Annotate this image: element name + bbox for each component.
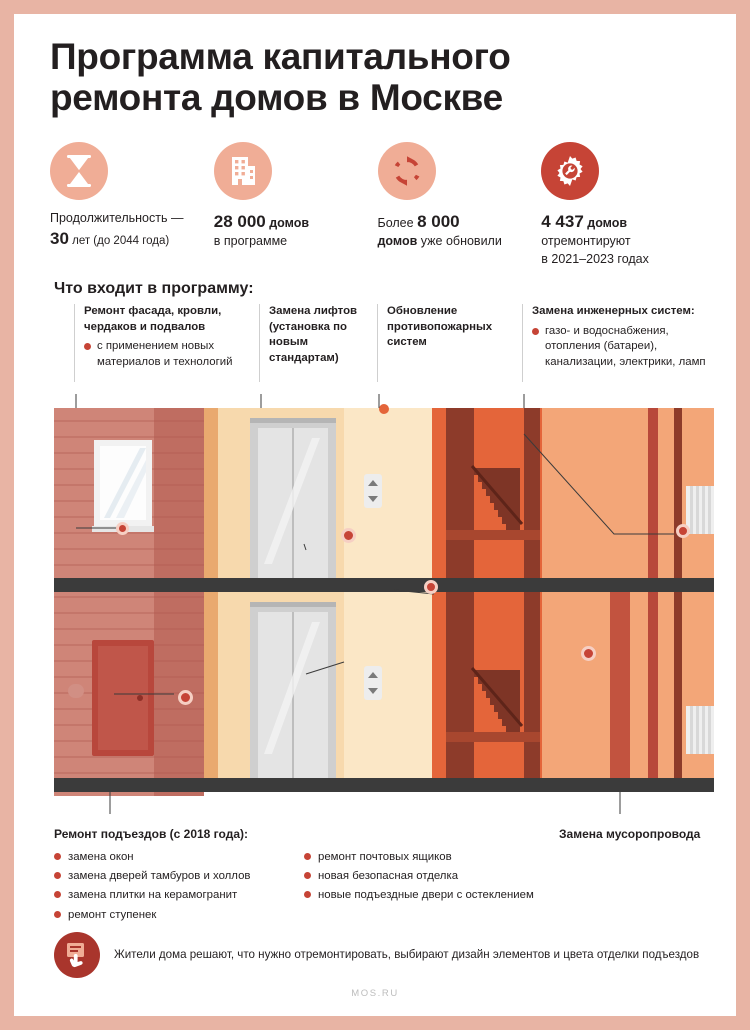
list-item: замена окон (54, 849, 304, 865)
legend-engineering-heading: Замена инженерных систем: (532, 305, 695, 317)
stat-planned-2021-2023 (541, 142, 705, 268)
legend-divider-4 (522, 304, 523, 382)
gear-wrench-icon-circle (541, 142, 599, 200)
legend-divider-1 (74, 304, 75, 382)
stat-renovated-value: 8 000 (417, 212, 460, 231)
stat-houses-in-program (214, 142, 378, 268)
hourglass-icon-circle (50, 142, 108, 200)
elevator-buttons-upper (364, 474, 382, 508)
gas-riser-lower (674, 592, 682, 778)
pointer-dot-elevator-upper (341, 528, 356, 543)
stat-planned-value: 4 437 (541, 212, 584, 231)
building-icon-circle (214, 142, 272, 200)
footnote (54, 932, 704, 978)
radiator-upper (686, 486, 714, 534)
list-item: ремонт почтовых ящиков (304, 849, 554, 865)
source-label: MOS.RU (351, 988, 399, 999)
stat-duration-line2: лет (до 2044 года) (68, 235, 170, 248)
water-riser-lower (648, 592, 658, 778)
water-riser-upper (648, 408, 658, 578)
hand-choice-icon (64, 941, 90, 969)
bottom-legend-col-1 (54, 849, 304, 926)
stat-planned-unit: домов (583, 216, 628, 230)
legend-facade-heading: Ремонт фасада, кровли, чердаков и подвалов (84, 305, 222, 333)
gear-wrench-icon (554, 155, 586, 187)
mailbox-shape (68, 684, 84, 698)
hand-choice-icon-circle (54, 932, 100, 978)
stat-planned-line3: в 2021–2023 годах (541, 251, 649, 266)
legend-fire-systems-heading: Обновление противопожарных систем (387, 305, 493, 348)
stats-row (50, 142, 705, 268)
pointer-dot-door (178, 690, 193, 705)
stat-duration (50, 142, 214, 268)
stat-houses-line2: в программе (213, 234, 288, 249)
corridor-lower-bg (344, 592, 432, 778)
elevator-buttons-lower (364, 666, 382, 700)
list-item: новые подъездные двери с остеклением (304, 887, 554, 903)
garbage-chute (610, 592, 630, 778)
floor-slab-upper (54, 578, 714, 592)
gas-riser-upper (674, 408, 682, 578)
pointer-dot-radiator (676, 524, 690, 538)
stat-houses-unit: домов (265, 216, 310, 230)
list-item: замена дверей тамбуров и холлов (54, 868, 304, 884)
bottom-legend (54, 826, 714, 926)
recycle-arrows-icon-circle (378, 142, 436, 200)
legend-facade (84, 304, 264, 371)
legend-row (54, 304, 714, 386)
pointer-dot-fire-system (424, 580, 438, 594)
legend-engineering (532, 304, 717, 371)
stat-duration-value: 30 (50, 229, 69, 249)
garbage-chute-label: Замена мусоропровода (559, 827, 701, 841)
building-cutaway-svg (54, 394, 714, 814)
fire-sensor-upper (379, 404, 389, 414)
legend-engineering-item: газо- и водоснабжения, отопления (батареи), канализации, электрики, ламп (532, 324, 717, 371)
pointer-dot-window (116, 522, 129, 535)
poster-sheet (14, 14, 736, 1016)
hourglass-icon (64, 154, 94, 188)
title-line-1: Программа капитального (50, 36, 511, 77)
list-item: замена плитки на керамогранит (54, 887, 304, 903)
bottom-legend-heading: Ремонт подъездов (с 2018 года): (54, 827, 248, 841)
recycle-arrows-icon (390, 154, 424, 188)
corridor-upper-bg (344, 408, 432, 578)
stat-houses-renovated (378, 142, 542, 268)
stat-renovated-line2: уже обновили (417, 234, 502, 249)
title-line-2: ремонта домов в Москве (50, 77, 503, 119)
legend-elevators-heading: Замена лифтов (установка по новым стандартам) (269, 305, 358, 364)
legend-elevators (269, 304, 374, 366)
legend-fire-systems (387, 304, 507, 351)
legend-facade-item: с применением новых материалов и технологий (84, 339, 264, 370)
legend-divider-3 (377, 304, 378, 382)
list-item: новая безопасная отделка (304, 868, 554, 884)
floor-slab-ground (54, 778, 714, 792)
building-cutaway-illustration (54, 394, 714, 814)
footnote-text: Жители дома решают, что нужно отремонтировать, выбирают дизайн элементов и цвета отделки подъездов (114, 947, 700, 961)
section-heading: Что входит в программу: (54, 280, 254, 297)
stat-planned-line2: отремонтируют (541, 234, 631, 249)
list-item: ремонт ступенек (54, 907, 304, 923)
stat-renovated-prefix: Более (377, 216, 418, 230)
radiator-lower (686, 706, 714, 754)
pointer-dot-garbage-chute (581, 646, 596, 661)
stat-renovated-unit: домов (377, 234, 418, 249)
stat-duration-line1: Продолжительность — (50, 211, 184, 225)
page-title (50, 36, 700, 119)
stat-houses-value: 28 000 (213, 212, 266, 231)
bottom-legend-col-2 (304, 849, 554, 926)
building-icon (228, 155, 258, 187)
